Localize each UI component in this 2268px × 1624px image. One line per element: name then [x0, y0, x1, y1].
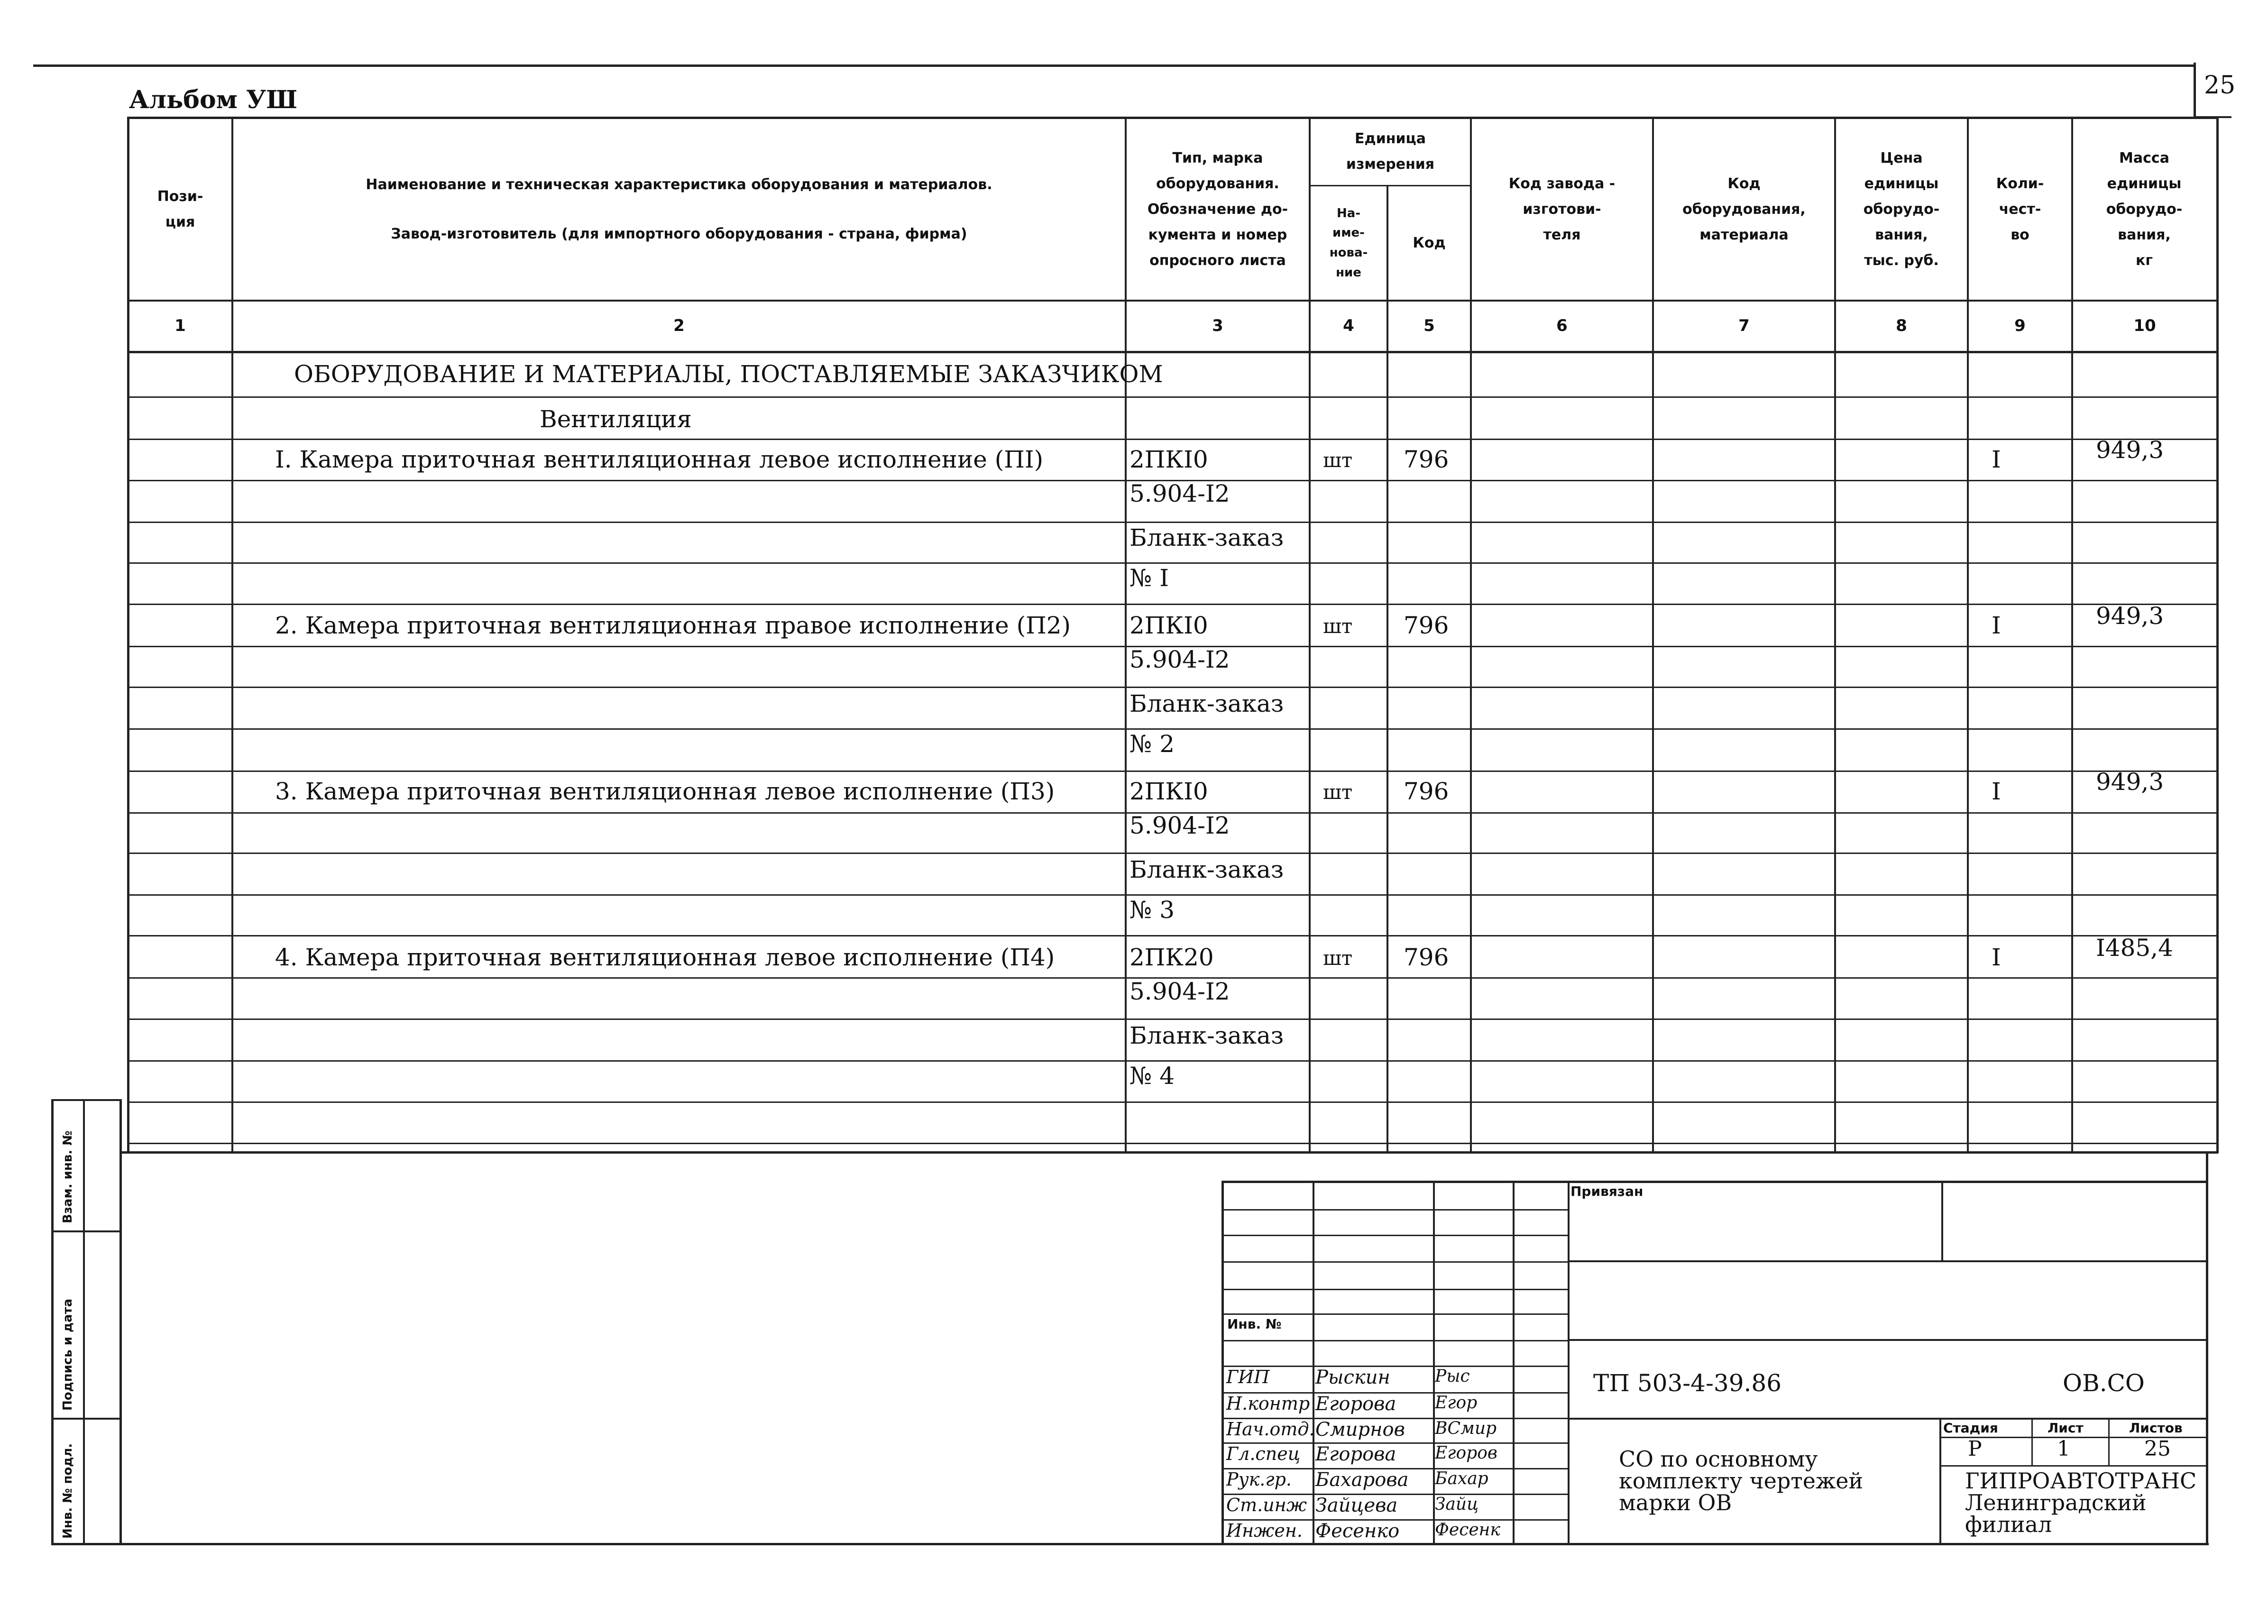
tb-row-line	[1223, 1313, 1570, 1315]
row-line	[127, 1143, 2218, 1144]
item-mass: 949,3	[2096, 602, 2164, 630]
side-inv-orig: Инв. № подл.	[61, 1443, 75, 1539]
bottom-border	[51, 1543, 2209, 1545]
header-price: Цена единицы оборудо- вания, тыс. руб.	[1863, 150, 1940, 269]
item-type-line: Бланк-заказ	[1129, 690, 1284, 717]
header-unit-code: Код	[1413, 235, 1446, 251]
header-mass: Масса единицы оборудо- вания, кг	[2106, 150, 2183, 269]
tb-col-line	[1433, 1182, 1435, 1544]
side-stamp-div2	[51, 1418, 121, 1420]
item-unit-code: 796	[1404, 612, 1449, 639]
signer-name: Смирнов	[1315, 1419, 1405, 1440]
signer-signature: Фесенк	[1435, 1520, 1500, 1540]
signer-role: Ст.инж	[1226, 1495, 1307, 1515]
row-line	[127, 604, 2218, 605]
item-type-line: 2ПК20	[1129, 944, 1214, 971]
header-factory-code: Код завода - изготови- теля	[1508, 175, 1616, 243]
signer-name: Зайцева	[1315, 1495, 1398, 1516]
header-unit-name: На- име- нова- ние	[1329, 206, 1368, 280]
header-quantity: Коли- чест- во	[1996, 175, 2044, 243]
row-line	[127, 396, 2218, 398]
item-mass: 949,3	[2096, 768, 2164, 796]
row-line	[127, 1101, 2218, 1103]
row-line	[127, 439, 2218, 440]
column-number: 3	[1212, 316, 1223, 336]
tb-doc-code: ОВ.СО	[2063, 1369, 2145, 1397]
tb-org-line2: Ленинградский	[1965, 1490, 2147, 1515]
column-number: 7	[1738, 316, 1750, 336]
header-name-line1: Наименование и техническая характеристика оборудования и материалов.	[366, 176, 992, 193]
header-type: Тип, марка оборудования. Обозначение до- кумента и номер опросного листа	[1147, 150, 1288, 269]
item-type-line: № 4	[1129, 1062, 1175, 1090]
side-stamp-left	[51, 1099, 54, 1545]
signer-name: Рыскин	[1315, 1367, 1390, 1388]
header-equipment-code: Код оборудования, материала	[1682, 175, 1806, 243]
unit-group-divider	[1310, 185, 1471, 186]
header-name	[233, 119, 1125, 300]
item-name: 3. Камера приточная вентиляционная левое исполнение (П3)	[275, 778, 1055, 805]
tb-sheets-label: Листов	[2129, 1420, 2183, 1436]
tb-sheet: 1	[2057, 1437, 2070, 1461]
signer-signature: Егор	[1435, 1393, 1478, 1413]
column-number: 6	[1556, 316, 1568, 336]
tb-stage-col1	[2031, 1418, 2033, 1465]
signer-signature: Зайц	[1435, 1495, 1479, 1514]
tb-line-b	[1570, 1339, 2208, 1341]
right-border	[2206, 1151, 2208, 1545]
tb-desc-line1: СО по основному	[1619, 1446, 1818, 1472]
row-line	[127, 562, 2218, 564]
item-mass: 949,3	[2096, 436, 2164, 464]
side-stamp-div1	[51, 1230, 121, 1232]
item-unit-code: 796	[1404, 778, 1449, 805]
column-number: 8	[1896, 316, 1907, 336]
tb-row-line	[1223, 1235, 1570, 1236]
tb-col-line	[1513, 1182, 1515, 1544]
tb-stage-line2	[1941, 1465, 2208, 1467]
item-unit: шт	[1323, 780, 1353, 804]
item-type-line: № 2	[1129, 730, 1175, 758]
item-type-line: 5.904-I2	[1129, 480, 1230, 507]
item-quantity: I	[1992, 612, 2001, 639]
tb-sheets: 25	[2144, 1437, 2171, 1461]
table-bottom-line	[121, 1151, 2218, 1154]
tb-stage-col2	[2108, 1418, 2110, 1465]
side-sign-date: Подпись и дата	[61, 1298, 75, 1411]
column-number: 5	[1423, 316, 1435, 336]
column-number: 1	[174, 316, 186, 336]
signer-signature: Бахар	[1435, 1469, 1488, 1488]
signer-signature: Рыс	[1435, 1367, 1470, 1386]
tb-privyazan-div	[1941, 1182, 1943, 1261]
signer-role: Гл.спец	[1226, 1443, 1301, 1464]
tb-organization	[1965, 1470, 2196, 1535]
item-name: 2. Камера приточная вентиляционная правое исполнение (П2)	[275, 612, 1071, 639]
signer-name: Фесенко	[1315, 1520, 1400, 1542]
column-number: 2	[673, 316, 685, 336]
row-line	[127, 1060, 2218, 1062]
row-line	[127, 1018, 2218, 1020]
page-number: 25	[2204, 71, 2236, 100]
row-line	[127, 687, 2218, 688]
item-name: I. Камера приточная вентиляционная левое исполнение (ПI)	[275, 446, 1044, 473]
signer-role: Рук.гр.	[1226, 1469, 1292, 1490]
item-quantity: I	[1992, 446, 2001, 473]
item-unit-code: 796	[1404, 446, 1449, 473]
item-type-line: Бланк-заказ	[1129, 524, 1284, 551]
item-type-line: 2ПКI0	[1129, 446, 1208, 473]
column-number: 10	[2133, 316, 2156, 336]
tb-doc-number: ТП 503-4-39.86	[1593, 1369, 1782, 1397]
tb-desc-line3: марки ОВ	[1619, 1490, 1732, 1515]
tb-desc-line2: комплекту чертежей	[1619, 1468, 1864, 1494]
tb-description	[1619, 1448, 1863, 1514]
header-unit-group: Единица измерения	[1346, 130, 1435, 173]
side-replace-inv: Взам. инв. №	[61, 1130, 75, 1223]
column-line	[2216, 118, 2219, 1153]
item-name: 4. Камера приточная вентиляционная левое исполнение (П4)	[275, 944, 1055, 971]
tb-right-left	[1568, 1182, 1570, 1545]
item-type-line: 5.904-I2	[1129, 812, 1230, 839]
side-stamp-top	[51, 1099, 121, 1101]
item-type-line: № 3	[1129, 896, 1175, 924]
item-unit-code: 796	[1404, 944, 1449, 971]
tb-inv-no: Инв. №	[1227, 1316, 1282, 1332]
colnum-bottom-line	[127, 351, 2218, 353]
item-type-line: № I	[1129, 564, 1169, 592]
item-type-line: Бланк-заказ	[1129, 1022, 1284, 1049]
row-line	[127, 894, 2218, 896]
tb-row-line	[1223, 1289, 1570, 1290]
tb-line-c	[1570, 1418, 2208, 1420]
item-type-line: 2ПКI0	[1129, 612, 1208, 639]
tb-org-line1: ГИПРОАВТОТРАНС	[1965, 1468, 2197, 1494]
subsection-title: Вентиляция	[540, 405, 692, 433]
column-number: 4	[1343, 316, 1354, 336]
tb-row-line	[1223, 1340, 1570, 1341]
signer-signature: ВСмир	[1435, 1419, 1497, 1438]
item-type-line: 5.904-I2	[1129, 646, 1230, 673]
item-quantity: I	[1992, 944, 2001, 971]
tb-top	[1223, 1181, 2208, 1183]
item-unit: шт	[1323, 449, 1353, 472]
signer-signature: Егоров	[1435, 1443, 1497, 1463]
item-mass: I485,4	[2096, 934, 2173, 962]
signer-name: Бахарова	[1315, 1469, 1409, 1491]
tb-row-line	[1223, 1366, 1570, 1367]
row-line	[127, 728, 2218, 730]
table-top-line	[127, 117, 2218, 119]
page-number-frame	[2194, 63, 2196, 119]
tb-stage-label: Стадия	[1943, 1420, 1998, 1436]
item-unit: шт	[1323, 946, 1353, 970]
tb-stage: Р	[1968, 1437, 1982, 1461]
item-type-line: 2ПКI0	[1129, 778, 1208, 805]
item-quantity: I	[1992, 778, 2001, 805]
row-line	[127, 771, 2218, 772]
tb-col-line	[1313, 1182, 1314, 1544]
tb-line-a	[1570, 1260, 2208, 1262]
signer-name: Егорова	[1315, 1393, 1396, 1415]
signer-role: ГИП	[1226, 1367, 1270, 1387]
column-number: 9	[2014, 316, 2026, 336]
tb-sheet-label: Лист	[2048, 1420, 2084, 1436]
side-stamp-right	[119, 1099, 122, 1545]
album-label: Альбом УШ	[129, 85, 298, 114]
row-line	[127, 522, 2218, 523]
row-line	[127, 935, 2218, 936]
tb-row-line	[1223, 1209, 1570, 1211]
item-unit: шт	[1323, 615, 1353, 638]
tb-privyazan: Привязан	[1570, 1184, 1644, 1199]
section-title: ОБОРУДОВАНИЕ И МАТЕРИАЛЫ, ПОСТАВЛЯЕМЫЕ ЗАКАЗЧИКОМ	[294, 360, 1163, 388]
top-border	[33, 64, 2195, 67]
row-line	[127, 853, 2218, 854]
item-type-line: Бланк-заказ	[1129, 856, 1284, 883]
tb-row-line	[1223, 1261, 1570, 1263]
header-name-line2: Завод-изготовитель (для импортного оборудования - страна, фирма)	[391, 226, 967, 242]
item-type-line: 5.904-I2	[1129, 978, 1230, 1005]
signer-role: Инжен.	[1226, 1520, 1303, 1541]
header-position: Пози- ция	[157, 188, 203, 230]
side-stamp-mid	[83, 1099, 85, 1545]
tb-org-line3: филиал	[1965, 1512, 2052, 1537]
signer-name: Егорова	[1315, 1443, 1396, 1465]
signer-role: Нач.отд.	[1226, 1419, 1315, 1440]
signer-role: Н.контр	[1226, 1393, 1310, 1414]
